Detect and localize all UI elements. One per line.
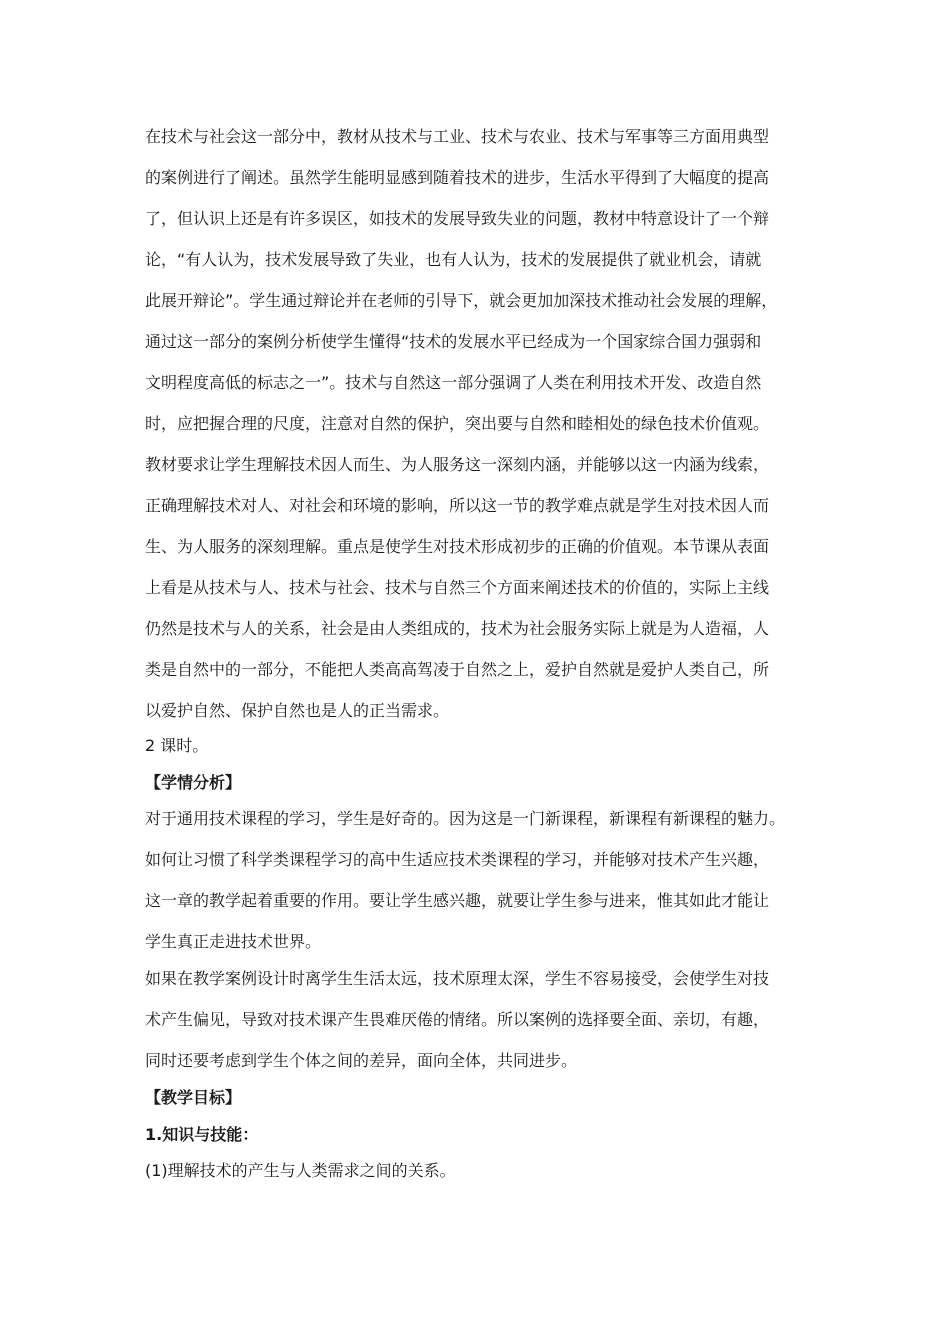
paragraph-1-line-12: 上看是从技术与人、技术与社会、技术与自然三个方面来阐述技术的价值的，实际上主线 (145, 578, 770, 597)
paragraph-1-line-11: 生、为人服务的深刻理解。重点是使学生对技术形成初步的正确的价值观。本节课从表面 (145, 537, 770, 556)
heading-student-analysis: 【学情分析】 (145, 773, 242, 792)
paragraph-3-line-2: 术产生偏见，导致对技术课产生畏难厌倦的情绪。所以案例的选择要全面、亲切，有趣， (145, 1010, 770, 1029)
paragraph-1-line-9: 教材要求让学生理解技术因人而生、为人服务这一深刻内涵，并能够以这一内涵为线索， (145, 455, 770, 474)
paragraph-3-line-1: 如果在教学案例设计时离学生生活太远，技术原理太深，学生不容易接受，会使学生对技 (145, 969, 770, 988)
paragraph-2-line-2: 如何让习惯了科学类课程学习的高中生适应技术类课程的学习，并能够对技术产生兴趣， (145, 850, 770, 869)
paragraph-1-line-3: 了，但认识上还是有许多误区，如技术的发展导致失业的问题，教材中特意设计了一个辩 (145, 209, 770, 228)
paragraph-1-line-14: 类是自然中的一部分，不能把人类高高驾凌于自然之上，爱护自然就是爱护人类自己，所 (145, 660, 770, 679)
goal-1: (1)理解技术的产生与人类需求之间的关系。 (145, 1161, 456, 1180)
paragraph-2-line-3: 这一章的教学起着重要的作用。要让学生感兴趣，就要让学生参与进来，惟其如此才能让 (145, 891, 770, 910)
heading-teaching-goals: 【教学目标】 (145, 1088, 242, 1107)
paragraph-1-line-13: 仍然是技术与人的关系，社会是由人类组成的，技术为社会服务实际上就是为人造福，人 (145, 619, 770, 638)
paragraph-1-line-7: 文明程度高低的标志之一”。技术与自然这一部分强调了人类在利用技术开发、改造自然 (145, 373, 762, 392)
paragraph-3-line-3: 同时还要考虑到学生个体之间的差异，面向全体，共同进步。 (145, 1051, 578, 1070)
class-hours: 2 课时。 (145, 736, 209, 755)
paragraph-1-line-8: 时，应把握合理的尺度，注意对自然的保护，突出要与自然和睦相处的绿色技术价值观。 (145, 414, 770, 433)
paragraph-1-line-4: 论，“有人认为，技术发展导致了失业，也有人认为，技术的发展提供了就业机会，请就 (145, 250, 762, 269)
paragraph-1-line-6: 通过这一部分的案例分析使学生懂得“技术的发展水平已经成为一个国家综合国力强弱和 (145, 332, 762, 351)
paragraph-2-line-1: 对于通用技术课程的学习，学生是好奇的。因为这是一门新课程，新课程有新课程的魅力。 (145, 809, 786, 828)
paragraph-1-line-5: 此展开辩论”。学生通过辩论并在老师的引导下，就会更加加深技术推动社会发展的理解， (145, 291, 778, 310)
paragraph-1-line-1: 在技术与社会这一部分中，教材从技术与工业、技术与农业、技术与军事等三方面用典型 (145, 127, 770, 146)
paragraph-1-line-2: 的案例进行了阐述。虽然学生能明显感到随着技术的进步，生活水平得到了大幅度的提高 (145, 168, 770, 187)
paragraph-2-line-4: 学生真正走进技术世界。 (145, 932, 322, 951)
subheading-knowledge-skills: 1.知识与技能： (145, 1125, 259, 1144)
paragraph-1-line-15: 以爱护自然、保护自然也是人的正当需求。 (145, 701, 450, 720)
paragraph-1-line-10: 正确理解技术对人、对社会和环境的影响，所以这一节的教学难点就是学生对技术因人而 (145, 496, 770, 515)
